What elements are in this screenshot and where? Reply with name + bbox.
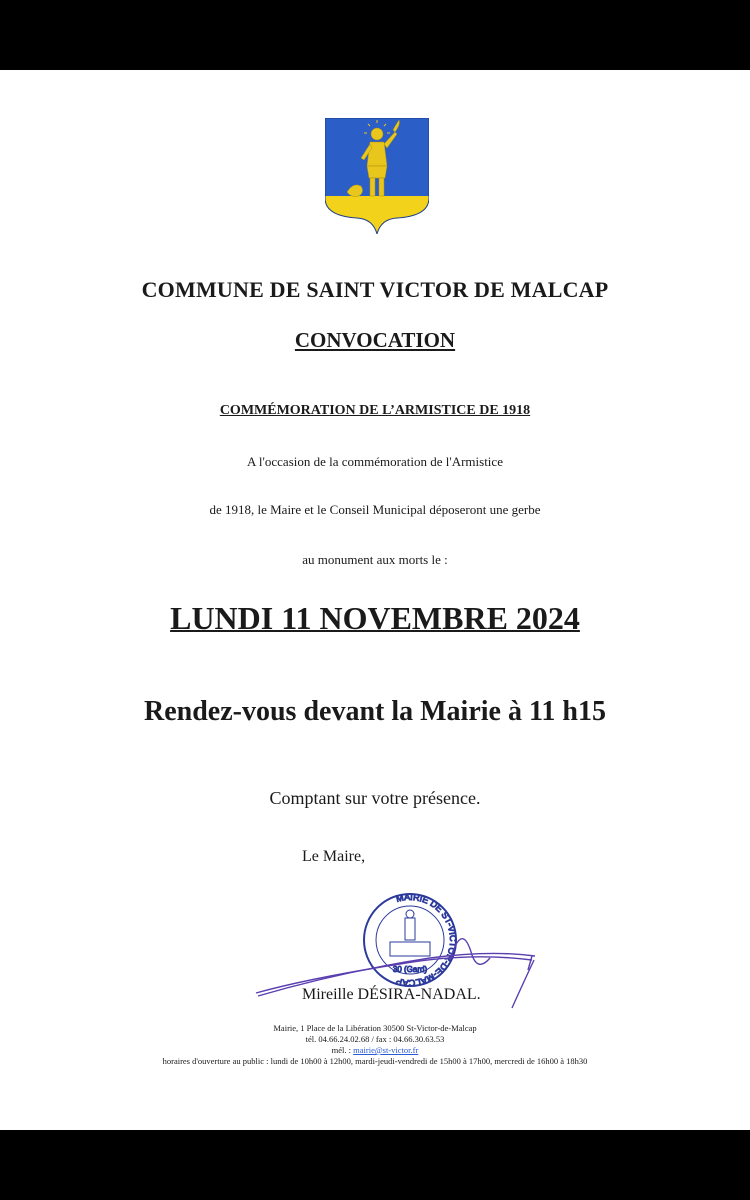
footer-email xyxy=(0,1045,750,1055)
svg-text:MAIRIE DE ST-VICTOR-DE-MALCAP: MAIRIE DE ST-VICTOR-DE-MALCAP xyxy=(394,891,459,989)
event-date: LUNDI 11 NOVEMBRE 2024 xyxy=(170,600,580,636)
event-title: COMMÉMORATION DE L’ARMISTICE DE 1918 xyxy=(219,403,531,418)
commune-name: COMMUNE DE SAINT VICTOR DE MALCAP xyxy=(141,277,609,302)
svg-text:30 (Gard): 30 (Gard) xyxy=(392,965,428,974)
body-text-line-2: de 1918, le Maire et le Conseil Municipal déposeront une gerbe xyxy=(209,502,541,517)
footer-address: Mairie, 1 Place de la Libération 30500 St-Victor-de-Malcap xyxy=(273,1023,477,1033)
coat-of-arms-logo xyxy=(325,118,429,234)
body-text-line-3: au monument aux morts le : xyxy=(302,552,448,567)
footer-phone-fax: tél. 04.66.24.02.68 / fax : 04.66.30.63.53 xyxy=(305,1034,445,1044)
footer-email-label: mél. : xyxy=(331,1045,352,1055)
footer-opening-hours: horaires d'ouverture au public : lundi de 10h00 à 12h00, mardi-jeudi-vendredi de 15h00 à 17h00, mercredi de 16h00 à 18h30 xyxy=(162,1056,588,1066)
meeting-info: Rendez-vous devant la Mairie à 11 h15 xyxy=(144,696,606,727)
email-link[interactable]: mairie@st-victor.fr xyxy=(353,1045,419,1055)
body-text-line-1: A l'occasion de la commémoration de l'Armistice xyxy=(247,454,503,469)
document-type-heading: CONVOCATION xyxy=(294,328,456,352)
document-page xyxy=(0,70,750,1130)
closing-text: Comptant sur votre présence. xyxy=(269,788,481,808)
signatory-role: Le Maire, xyxy=(302,848,366,865)
signatory-name: Mireille DÉSIRA-NADAL. xyxy=(302,986,481,1003)
